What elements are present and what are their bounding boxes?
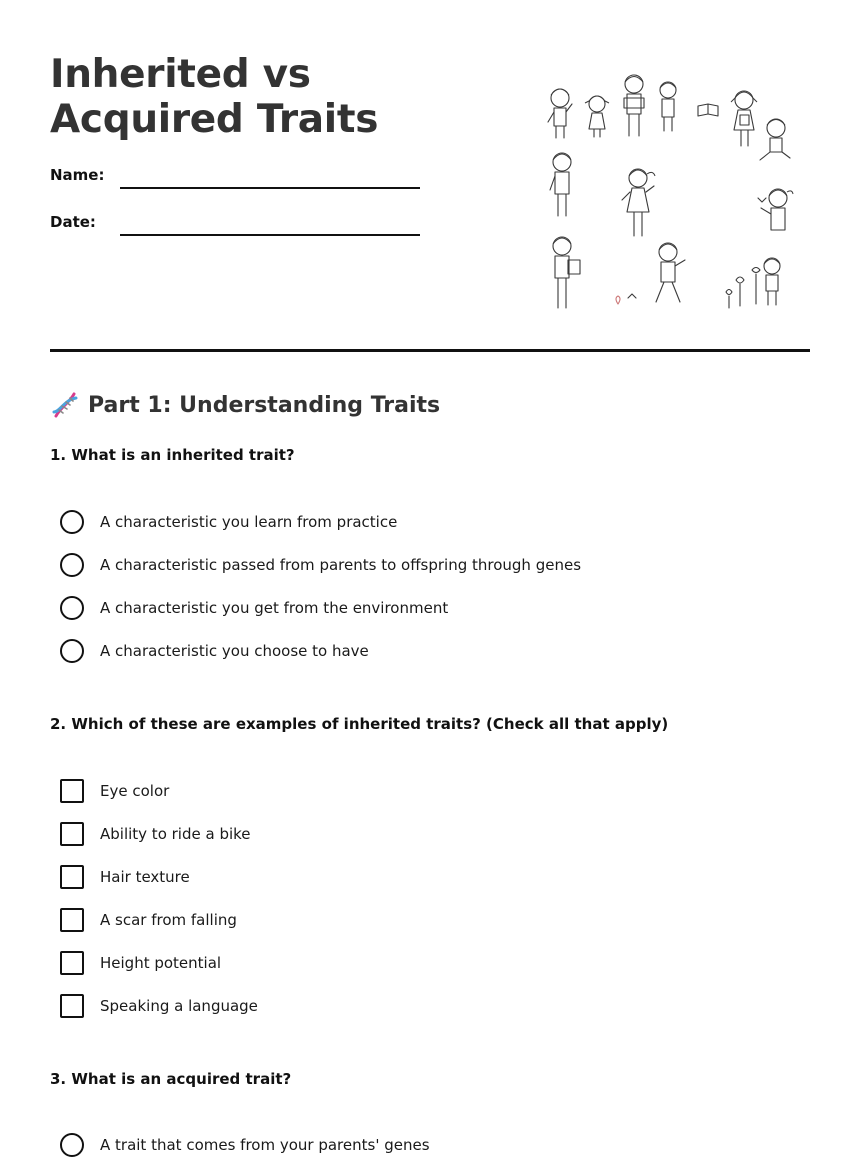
child-drawing <box>585 96 609 137</box>
name-label: Name: <box>50 166 105 184</box>
name-field-line[interactable] <box>120 187 420 189</box>
date-field-line[interactable] <box>120 234 420 236</box>
checkbox[interactable] <box>60 822 84 846</box>
checkbox[interactable] <box>60 865 84 889</box>
question-1-prompt: 1. What is an inherited trait? <box>50 446 295 464</box>
question-2-option-2[interactable] <box>60 821 251 847</box>
checkbox[interactable] <box>60 994 84 1018</box>
checkbox[interactable] <box>60 779 84 803</box>
child-drawing <box>548 89 572 138</box>
child-drawing <box>726 258 780 308</box>
dna-icon <box>50 390 80 420</box>
child-drawing <box>760 119 790 160</box>
question-1-option-3[interactable] <box>60 595 448 621</box>
question-2-option-6[interactable] <box>60 993 258 1019</box>
question-3-prompt: 3. What is an acquired trait? <box>50 1070 292 1088</box>
child-drawing <box>758 189 793 230</box>
question-1-option-4[interactable] <box>60 638 369 664</box>
radio-button[interactable] <box>60 510 84 534</box>
child-drawing <box>624 75 644 136</box>
question-2-option-1[interactable] <box>60 778 169 804</box>
option-label: Ability to ride a bike <box>100 825 251 843</box>
checkbox[interactable] <box>60 951 84 975</box>
part1-title-text: Part 1: Understanding Traits <box>88 392 441 418</box>
option-label: A characteristic you get from the environment <box>100 599 449 617</box>
checkbox[interactable] <box>60 908 84 932</box>
option-label: Eye color <box>100 782 170 800</box>
option-label: A trait that comes from your parents' genes <box>100 1136 430 1154</box>
option-label: A characteristic passed from parents to offspring through genes <box>100 556 582 574</box>
child-drawing <box>656 243 685 302</box>
date-label: Date: <box>50 213 96 231</box>
question-2-option-5[interactable] <box>60 950 221 976</box>
question-2-prompt: 2. Which of these are examples of inherited traits? (Check all that apply) <box>50 715 669 733</box>
radio-button[interactable] <box>60 596 84 620</box>
child-drawing <box>622 169 655 236</box>
part1-title <box>50 388 440 422</box>
radio-button[interactable] <box>60 553 84 577</box>
option-label: A characteristic you learn from practice <box>100 513 398 531</box>
worksheet-title: Inherited vs Acquired Traits <box>50 52 379 142</box>
child-drawing <box>553 237 580 308</box>
question-1-option-2[interactable] <box>60 552 581 578</box>
radio-button[interactable] <box>60 639 84 663</box>
option-label: Height potential <box>100 954 222 972</box>
option-label: Hair texture <box>100 868 190 886</box>
option-label: A scar from falling <box>100 911 237 929</box>
question-2-option-4[interactable] <box>60 907 237 933</box>
child-drawing <box>660 82 676 131</box>
children-illustration <box>540 70 800 315</box>
child-drawing <box>550 153 571 216</box>
header-divider <box>50 349 810 352</box>
question-2-option-3[interactable] <box>60 864 190 890</box>
question-1-option-1[interactable] <box>60 509 397 535</box>
option-label: A characteristic you choose to have <box>100 642 369 660</box>
option-label: Speaking a language <box>100 997 258 1015</box>
question-3-option-1[interactable] <box>60 1132 430 1158</box>
child-drawing <box>731 91 757 146</box>
radio-button[interactable] <box>60 1133 84 1157</box>
